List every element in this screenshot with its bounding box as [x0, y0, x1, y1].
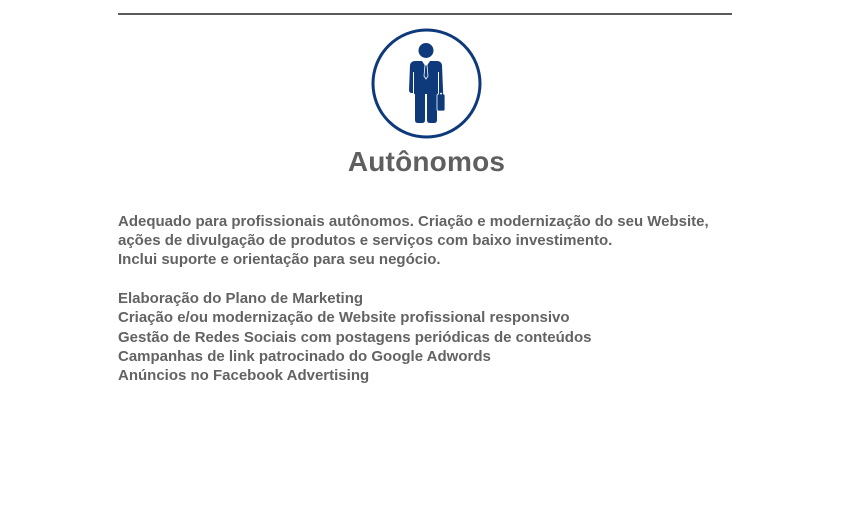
businessman-icon	[371, 28, 482, 139]
services-list	[118, 289, 758, 385]
section-title: Autônomos	[347, 146, 506, 177]
service-item: Anúncios no Facebook Advertising	[118, 367, 370, 385]
service-item: Elaboração do Plano de Marketing	[118, 290, 364, 307]
service-item: Gestão de Redes Sociais com postagens periódicas de conteúdos	[118, 328, 592, 346]
description-line: Adequado para profissionais autônomos. Criação e modernização do seu Website,	[118, 213, 709, 230]
section-description	[118, 212, 758, 269]
top-divider	[118, 13, 732, 15]
description-line: Inclui suporte e orientação para seu negócio.	[118, 251, 441, 268]
description-line: ações de divulgação de produtos e serviços com baixo investimento.	[118, 232, 613, 249]
service-item: Criação e/ou modernização de Website profissional responsivo	[118, 309, 570, 327]
service-item: Campanhas de link patrocinado do Google Adwords	[118, 347, 491, 365]
